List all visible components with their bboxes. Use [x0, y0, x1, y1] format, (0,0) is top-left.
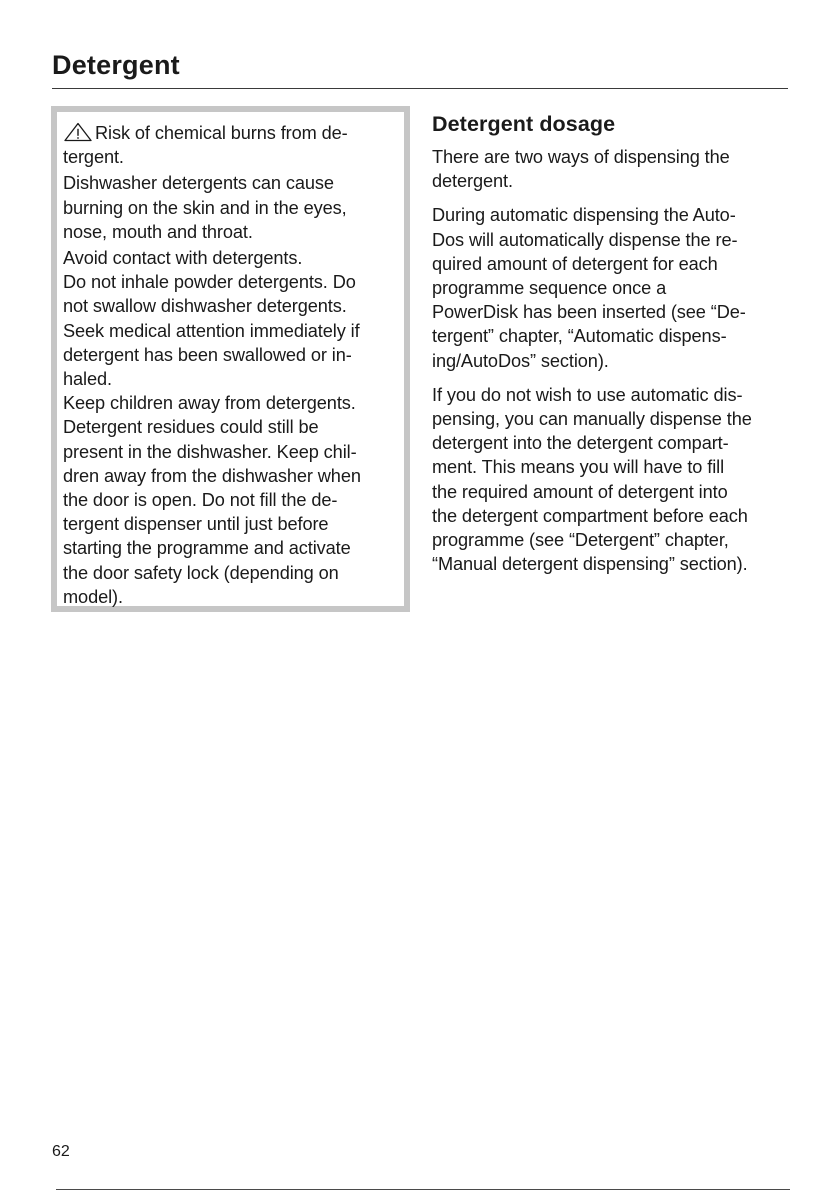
warning-line: nose, mouth and throat. [63, 221, 253, 242]
warning-line: tergent. [63, 147, 124, 168]
warning-line: haled. [63, 369, 112, 390]
detergent-dosage-section [432, 110, 792, 586]
paragraph-manual-dispensing [432, 383, 792, 577]
text-line: detergent. [432, 171, 513, 192]
text-line: quired amount of detergent for each [432, 253, 718, 274]
warning-line: Do not inhale powder detergents. Do [63, 272, 356, 293]
warning-triangle-icon [63, 122, 95, 142]
warning-line: not swallow dishwasher detergents. [63, 296, 347, 317]
text-line: programme sequence once a [432, 278, 667, 299]
warning-line: present in the dishwasher. Keep chil- [63, 441, 357, 462]
warning-line: model). [63, 586, 123, 607]
warning-box [51, 106, 410, 612]
warning-line: the door safety lock (depending on [63, 562, 339, 583]
warning-line: Avoid contact with detergents. [63, 248, 303, 269]
text-line: During automatic dispensing the Auto- [432, 205, 736, 226]
paragraph-two-ways [432, 145, 792, 193]
text-line: detergent into the detergent compart- [432, 433, 729, 454]
warning-line: detergent has been swallowed or in- [63, 344, 352, 365]
text-line: Dos will automatically dispense the re- [432, 229, 738, 250]
warning-line: burning on the skin and in the eyes, [63, 197, 347, 218]
text-line: PowerDisk has been inserted (see “De- [432, 302, 746, 323]
warning-line: Seek medical attention immediately if [63, 320, 360, 341]
warning-line [63, 121, 398, 145]
section-heading: Detergent dosage [432, 112, 616, 136]
text-line: tergent” chapter, “Automatic dispens- [432, 326, 727, 347]
warning-line: tergent dispenser until just before [63, 514, 329, 535]
text-line: ing/AutoDos” section). [432, 350, 609, 371]
text-line: the required amount of detergent into [432, 481, 728, 502]
text-line: pensing, you can manually dispense the [432, 409, 752, 430]
warning-line: Detergent residues could still be [63, 417, 319, 438]
page-title: Detergent [52, 50, 180, 80]
footer-divider [56, 1189, 790, 1190]
text-line: “Manual detergent dispensing” section). [432, 554, 748, 575]
text-line: ment. This means you will have to fill [432, 457, 725, 478]
warning-line: Keep children away from detergents. [63, 393, 356, 414]
warning-line-text: Risk of chemical burns from de- [95, 123, 348, 143]
warning-line: the door is open. Do not fill the de- [63, 490, 338, 511]
warning-line: starting the programme and activate [63, 538, 351, 559]
warning-line: Dishwasher detergents can cause [63, 173, 334, 194]
warning-line: dren away from the dishwasher when [63, 465, 361, 486]
text-line: the detergent compartment before each [432, 505, 748, 526]
text-line: programme (see “Detergent” chapter, [432, 530, 729, 551]
page-number: 62 [52, 1143, 70, 1160]
text-line: There are two ways of dispensing the [432, 147, 730, 167]
paragraph-automatic-dispensing [432, 203, 792, 372]
page-header [52, 48, 788, 89]
text-line: If you do not wish to use automatic dis- [432, 384, 743, 405]
